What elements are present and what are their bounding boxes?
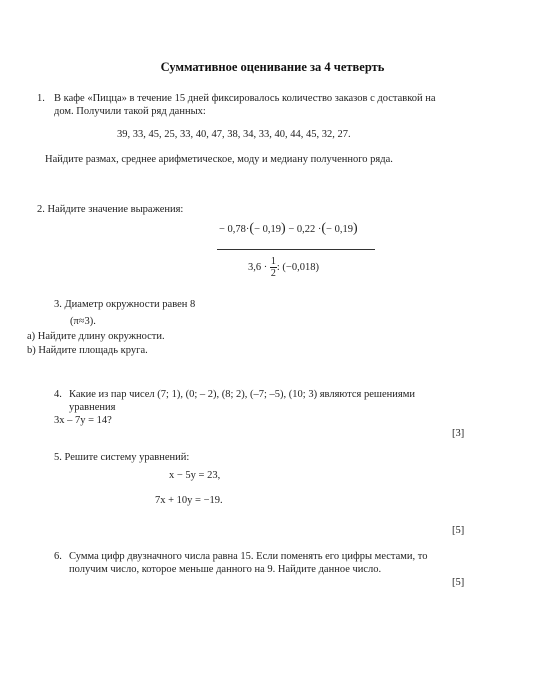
q2-denominator [248, 256, 319, 279]
q5-label: 5. Решите систему уравнений: [54, 452, 190, 463]
q3-label: 3. Диаметр окружности равен 8 [54, 299, 196, 310]
fraction-bar [217, 249, 375, 250]
q2-numerator [219, 222, 358, 236]
q4-text-line2: уравнения [69, 402, 116, 413]
right-paren: ) [281, 221, 286, 236]
q3-part-a: a) Найдите длину окружности. [27, 331, 165, 342]
page-title: Суммативное оценивание за 4 четверть [160, 60, 385, 74]
q1-number: 1. [37, 93, 45, 104]
q4-number: 4. [54, 389, 62, 400]
q2-denominator-part2: : (−0,018) [276, 261, 319, 273]
q5-equation2: 7x + 10y = −19. [155, 495, 223, 506]
q6-text-line2: получим число, которое меньше данного на 9. Найдите данное число. [69, 564, 382, 575]
q2-label: 2. Найдите значение выражения: [37, 204, 184, 215]
q1-text-line1: В кафе «Пицца» в течение 15 дней фиксировалось количество заказов с доставкой на [54, 93, 436, 104]
q6-text-line1: Сумма цифр двузначного числа равна 15. Если поменять его цифры местами, то [69, 551, 428, 562]
q2-numerator-part3: − 0,22 · [288, 224, 322, 235]
q4-score: [3] [452, 428, 465, 439]
q5-equation1: x − 5y = 23, [169, 470, 221, 481]
q4-text-line1: Какие из пар чисел (7; 1), (0; – 2), (8; 2), (–7; –5), (10; 3) являются решениями [69, 389, 415, 400]
q1-data-series: 39, 33, 45, 25, 33, 40, 47, 38, 34, 33, 40, 44, 45, 32, 27. [117, 129, 351, 140]
q3-part-b: b) Найдите площадь круга. [27, 345, 148, 356]
q5-score: [5] [452, 525, 465, 536]
q2-numerator-part4: − 0,19 [326, 224, 353, 235]
q1-text-line2: дом. Получили такой ряд данных: [54, 106, 206, 117]
q2-numerator-part2: − 0,19 [254, 224, 282, 235]
left-paren: ( [321, 221, 327, 236]
q3-pi-note: (π≈3). [70, 316, 96, 327]
q2-denominator-part1: 3,6 · [248, 261, 268, 273]
q4-equation: 3x – 7y = 14? [54, 415, 112, 426]
right-paren: ) [352, 221, 358, 236]
q6-number: 6. [54, 551, 62, 562]
q6-score: [5] [452, 577, 465, 588]
one-half-fraction: $\frac{1}{2}$ [270, 256, 276, 279]
q2-numerator-part1: − 0,78· [219, 224, 250, 235]
left-paren: ( [249, 221, 255, 236]
q1-task: Найдите размах, среднее арифметическое, моду и медиану полученного ряда. [45, 154, 393, 165]
